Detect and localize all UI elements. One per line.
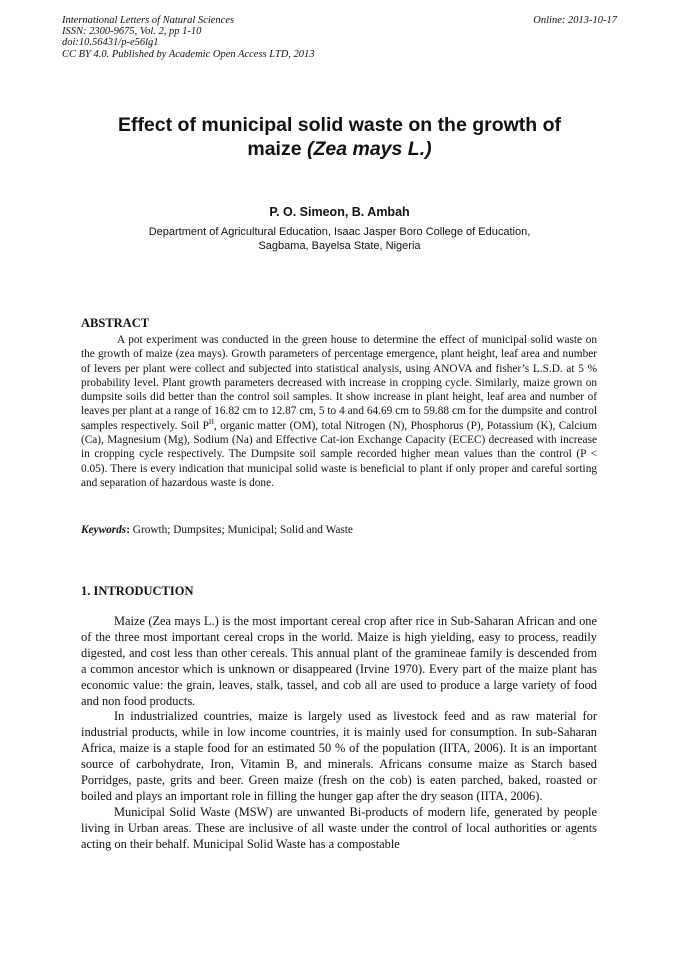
abstract-text-part-2: , organic matter (OM), total Nitrogen (N), Phosphorus (P), Potassium (K), Calcium (Ca), Magnesium (Mg), Sodium (Na) and Effective Cat-ion Exchange Capacity (ECEC) decreased with increase in cropping cycle respectively. The Dumpsite soil sample recorded higher mean values than the control (P < 0.05). There is every indication that municipal solid waste is beneficial to plant if only proper and careful sorting and separation of hazardous waste is done. [81, 419, 597, 489]
abstract-text-part-1: A pot experiment was conducted in the green house to determine the effect of municipal solid waste on the growth of maize (zea mays). Growth parameters of percentage emergence, plant height, leaf area and number of levers per plant were collect and subjected into statistical analysis, using ANOVA and fisher’s L.S.D. at 5 % probability level. Plant growth parameters decreased with increase in cropping cycle. Similarly, maize grown on dumpsite soils did better than the control soil samples. It show increase in plant height, leaf area and number of leaves per plant at a range of 16.82 cm to 12.87 cm, 5 to 4 and 64.69 cm to 59.88 cm for the dumpsite and control samples respectively. Soil P [81, 334, 597, 432]
keywords-label: Keywords [81, 524, 127, 536]
authors: P. O. Simeon, B. Ambah [269, 205, 410, 219]
affiliation-line-2: Sagbama, Bayelsa State, Nigeria [258, 240, 421, 252]
doi-line: doi:10.56431/p-e56lg1 [62, 37, 159, 49]
intro-paragraph-2: In industrialized countries, maize is largely used as livestock feed and as raw material for industrial products, while in low income countries, it is mainly used for consumption. In sub-Saharan Africa, maize is a staple food for an estimated 50 % of the population (IITA, 2006). It is an important source of carbohydrate, Iron, Vitamin B, and minerals. Africans consume maize as Starch based Porridges, paste, grits and beer. Green maize (fresh on the cob) is eaten parched, baked, roasted or boiled and plays an important role in filling the hunger gap after the dry season (IITA, 2006). [81, 709, 597, 803]
affiliation-line-1: Department of Agricultural Education, Isaac Jasper Boro College of Education, [148, 226, 531, 238]
keywords-list: Growth; Dumpsites; Municipal; Solid and Waste [129, 524, 353, 536]
journal-name: International Letters of Natural Sciences [62, 15, 235, 26]
ph-superscript: H [208, 418, 214, 427]
abstract-heading: ABSTRACT [81, 316, 150, 330]
intro-paragraph-3: Municipal Solid Waste (MSW) are unwanted Bi-products of modern life, generated by people living in Urban areas. These are inclusive of all waste under the control of local authorities or agents acting on their behalf. Municipal Solid Waste has a compostable [81, 804, 597, 851]
license-line: CC BY 4.0. Published by Academic Open Access LTD, 2013 [62, 48, 315, 60]
running-header [62, 15, 617, 60]
abstract-text [81, 333, 597, 490]
title-line-2 [62, 137, 617, 161]
introduction-body [81, 614, 597, 853]
online-date: Online: 2013-10-17 [533, 15, 617, 26]
keywords-colon: : [126, 524, 130, 536]
issn-line: ISSN: 2300-9675, Vol. 2, pp 1-10 [62, 26, 202, 38]
intro-paragraph-1: Maize (Zea mays L.) is the most important cereal crop after rice in Sub-Saharan African and one of the three most important cereal crops in the world. Maize is high yielding, easy to process, readily digested, and cost less than other cereals. This annual plant of the gramineae family is descended from a common ancestor which is unknown or disappeared (Irvine 1970). Every part of the maize plant has economic value: the grain, leaves, stalk, tassel, and cob all are used to produce a large variety of food and non food products. [81, 614, 597, 708]
introduction-heading: 1. INTRODUCTION [81, 584, 194, 598]
paper-title [62, 113, 617, 161]
keywords [81, 524, 597, 536]
title-species: (Zea mays L.) [306, 138, 432, 160]
title-maize: maize [247, 138, 307, 160]
title-line-1: Effect of municipal solid waste on the growth of [117, 114, 562, 136]
affiliation [62, 225, 617, 253]
